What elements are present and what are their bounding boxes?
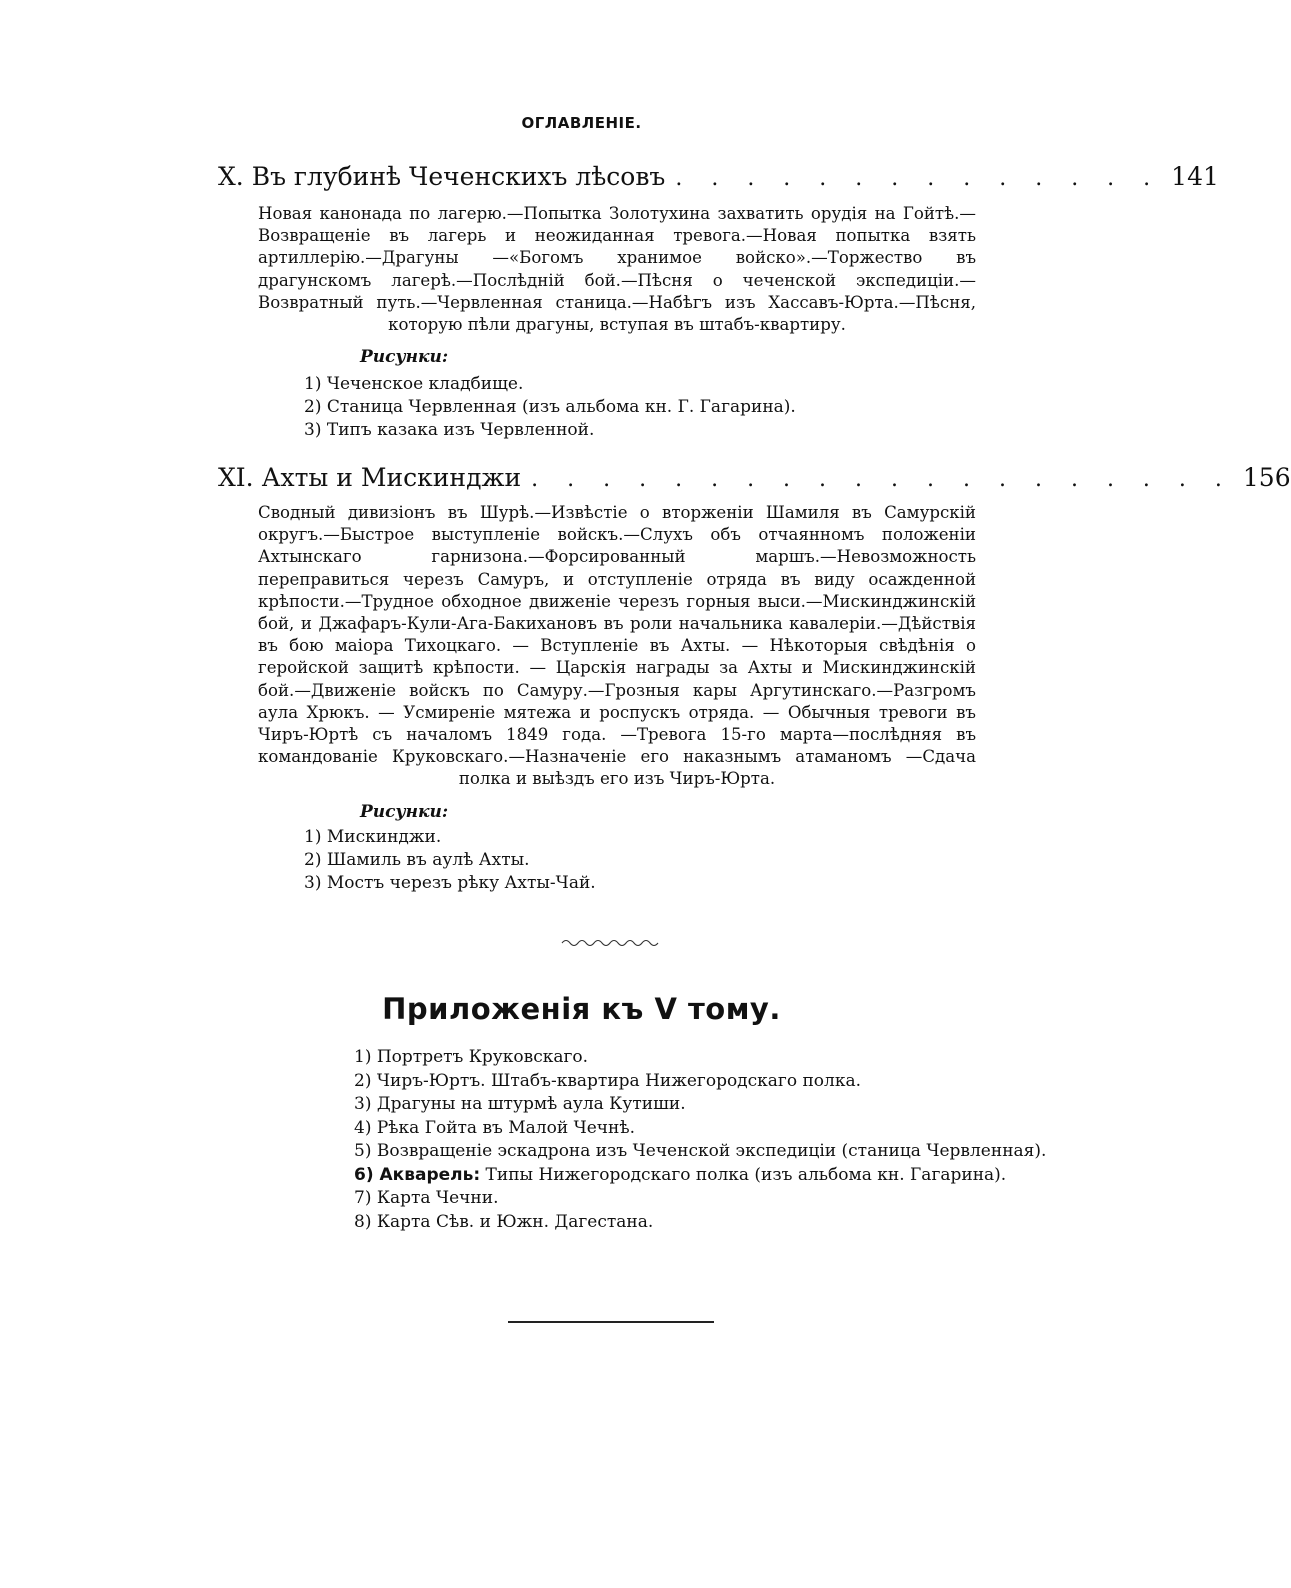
figures-heading-x: Рисунки: [360,347,449,367]
figure-item: 1) Чеченское кладбище. [304,374,524,394]
appendix-item [354,1117,1046,1141]
closing-rule [508,1321,714,1323]
figures-list-x [304,373,796,442]
appendix-item-text: 4) Рѣка Гойта въ Малой Чечнѣ. [354,1117,635,1138]
appendix-item [354,1164,1046,1188]
chapter-heading-x [218,162,1219,196]
appendix-item-lead: 6) Акварель: [354,1164,481,1185]
figure-item: 1) Мискинджи. [304,827,442,847]
appendix-item-text: Типы Нижегородскаго полка (изъ альбома кн. Гагарина). [480,1164,1007,1185]
figure-item: 2) Станица Червленная (изъ альбома кн. Г. Гагарина). [304,397,796,417]
figure-item: 3) Типъ казака изъ Червленной. [304,420,595,440]
chapter-page-number: 156 [1242,463,1291,492]
appendix-item-text: 5) Возвращеніе эскадрона изъ Чеченской экспедиціи (станица Червленная). [354,1141,1047,1161]
chapter-summary-xi: Сводный дивизіонъ въ Шурѣ.—Извѣстіе о вторженіи Шамиля въ Самурскій округъ.—Быстрое выступленіе войскъ.—Слухъ объ отчаянномъ положеніи Ахтынскаго гарнизона.—Форсированный маршъ.—Невозможность переправиться черезъ Самуръ, и отступленіе отряда въ виду осажденной крѣпости.—Трудное обходное движеніе черезъ горныя выси.—Мискинджинскій бой, и Джафаръ-Кули-Ага-Бакихановъ въ роли начальника кавалеріи.—Дѣйствія въ бою маіора Тихоцкаго. — Вступленіе въ Ахты. — Нѣкоторыя свѣдѣнія о геройской защитѣ крѣпости. — Царскія награды за Ахты и Мискинджинскій бой.—Движеніе войскъ по Самуру.—Грозныя кары Аргутинскаго.—Разгромъ аула Хрюкъ. — Усмиреніе мятежа и роспускъ отряда. — Обычныя тревоги въ Чиръ-Юртѣ съ началомъ 1849 года. —Тревога 15-го марта—послѣдняя въ командованіе Круковскаго.—Назначеніе его наказнымъ атаманомъ —Сдача полка и выѣздъ его изъ Чиръ-Юрта. [258,503,976,789]
appendix-item-text: 1) Портретъ Круковскаго. [354,1047,589,1067]
chapter-page-number: 141 [1171,162,1219,191]
figure-item: 3) Мостъ черезъ рѣку Ахты-Чай. [304,873,596,893]
ornament-divider [560,936,664,948]
appendix-item [354,1140,1046,1164]
chapter-heading-xi [218,463,1291,497]
chapter-title: XI. Ахты и Мискинджи [218,463,522,492]
appendix-item [354,1211,1046,1235]
appendix-item [354,1187,1046,1211]
chapter-summary-x: Новая канонада по лагерю.—Попытка Золотухина захватить орудія на Гойтѣ.—Возвращеніе въ лагерь и неожиданная тревога.—Новая попытка взять артиллерію.—Драгуны —«Богомъ хранимое войско».—Торжество въ драгунскомъ лагерѣ.—Послѣдній бой.—Пѣсня о чеченской экспедиціи.—Возвратный путь.—Червленная станица.—Набѣгъ изъ Хассавъ-Юрта.—Пѣсня, которую пѣли драгуны, вступая въ штабъ-квартиру. [258,204,976,335]
appendix-list [354,1046,1046,1234]
appendix-item-text: 2) Чиръ-Юртъ. Штабъ-квартира Нижегородскаго полка. [354,1070,862,1091]
appendix-item [354,1046,1046,1070]
appendix-item-text: 7) Карта Чечни. [354,1188,499,1208]
leader-dots: . . . . . . . . . . . . . . . . . . . . [531,467,1233,492]
chapter-title: X. Въ глубинѣ Чеченскихъ лѣсовъ [218,162,666,191]
figure-item: 2) Шамиль въ аулѣ Ахты. [304,850,530,870]
leader-dots: . . . . . . . . . . . . . . [675,166,1162,191]
figures-heading-xi: Рисунки: [360,802,449,822]
appendix-title: Приложенія къ V тому. [382,992,781,1026]
appendix-item-text: 3) Драгуны на штурмѣ аула Кутиши. [354,1094,686,1114]
appendix-item-text: 8) Карта Сѣв. и Южн. Дагестана. [354,1211,654,1232]
appendix-item [354,1093,1046,1117]
figures-list-xi [304,826,596,895]
appendix-item [354,1070,1046,1094]
running-head: ОГЛАВЛЕНІЕ. [521,114,642,132]
